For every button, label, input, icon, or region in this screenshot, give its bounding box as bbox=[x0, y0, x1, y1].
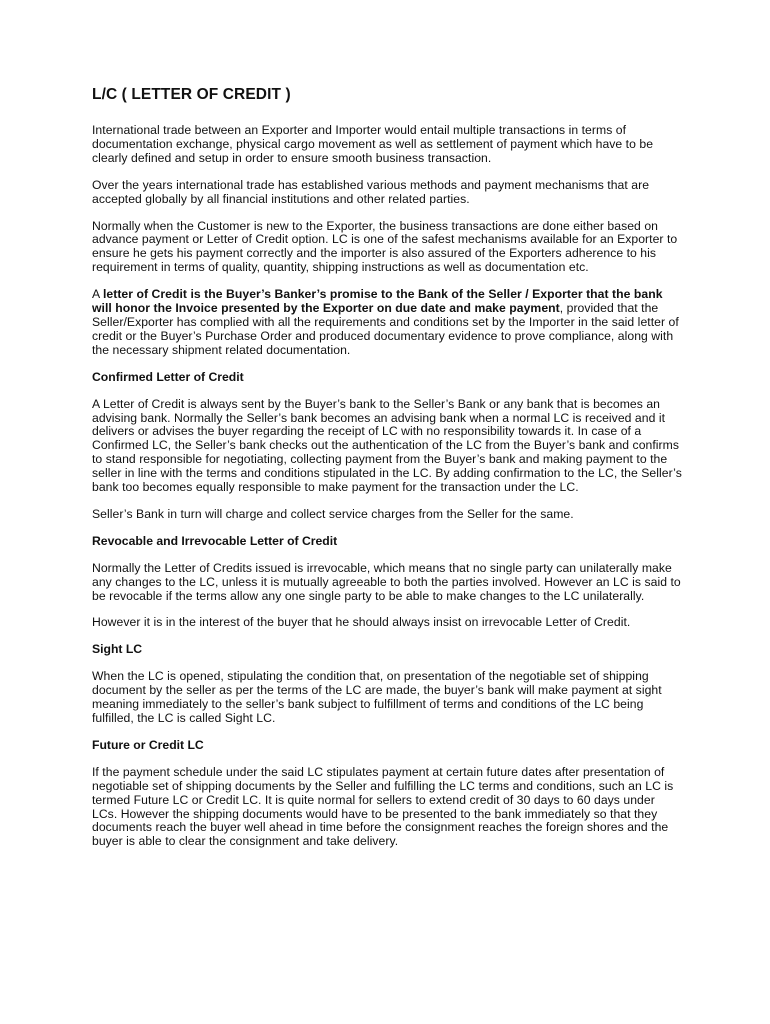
heading-revocable-lc: Revocable and Irrevocable Letter of Credit bbox=[92, 533, 338, 548]
paragraph-service-charges: Seller’s Bank in turn will charge and collect service charges from the Seller for the same. bbox=[92, 506, 574, 521]
lc-definition-lead: A bbox=[92, 287, 103, 302]
paragraph-confirmed-lc: A Letter of Credit is always sent by the Buyer’s bank to the Seller’s Bank or any bank that is becomes an advising bank. Normally the Seller’s bank becomes an advising bank when a normal LC is received and it delivers or advises the buyer regarding the receipt of LC with no responsibility towards it. In case of a Confirmed LC, the Seller’s bank checks out the authentication of the LC from the Buyer’s bank and confirms to stand responsible for negotiating, collecting payment from the Buyer’s bank and making payment to the seller in line with the terms and conditions stipulated in the LC. By adding confirmation to the LC, the Seller’s bank too becomes equally responsible to make payment for the transaction under the LC. bbox=[92, 396, 682, 495]
document-title: L/C ( LETTER OF CREDIT ) bbox=[92, 86, 291, 103]
paragraph-intro: International trade between an Exporter and Importer would entail multiple transactions in terms of documentation exchange, physical cargo movement as well as settlement of payment which have to be clearly defined and setup in order to ensure smooth business transaction. bbox=[92, 123, 654, 165]
paragraph-sight-lc: When the LC is opened, stipulating the condition that, on presentation of the negotiable set of shipping document by the seller as per the terms of the LC are made, the buyer’s bank will make payment at sight meaning immediately to the seller’s bank subject to fulfillment of terms and conditions of the LC being fulfilled, the LC is called Sight LC. bbox=[92, 669, 662, 725]
lc-definition-bold: letter of Credit is the Buyer’s Banker’s promise to the Bank of the Seller / Exporter that the bank will honor the Invoice presented by the Exporter on due date and make payment bbox=[92, 287, 663, 316]
paragraph-lc-definition bbox=[92, 288, 682, 358]
paragraph-new-customer: Normally when the Customer is new to the Exporter, the business transactions are done either based on advance payment or Letter of Credit option. LC is one of the safest mechanisms available for an Exporter to ensure he gets his payment correctly and the importer is also assured of the Exporters adherence to his requirement in terms of quality, quantity, shipping instructions as well as documentation etc. bbox=[92, 218, 678, 275]
heading-confirmed-lc: Confirmed Letter of Credit bbox=[92, 369, 244, 384]
heading-future-lc: Future or Credit LC bbox=[92, 737, 204, 752]
paragraph-methods: Over the years international trade has established various methods and payment mechanisms that are accepted globally by all financial institutions and other related parties. bbox=[92, 177, 650, 206]
paragraph-irrevocable-advice: However it is in the interest of the buyer that he should always insist on irrevocable Letter of Credit. bbox=[92, 615, 631, 630]
paragraph-revocable-lc: Normally the Letter of Credits issued is irrevocable, which means that no single party can unilaterally make any changes to the LC, unless it is mutually agreeable to both the parties involved. However an LC is said to be revocable if the terms allow any one single party to be able to make changes to the LC unilaterally. bbox=[92, 560, 681, 603]
document-body bbox=[92, 86, 682, 862]
lc-definition-rest: , provided that the Seller/Exporter has complied with all the requirements and conditions set by the Importer in the said letter of credit or the Buyer’s Purchase Order and produced documentary evidence to prove compliance, along with the necessary shipment related documentation. bbox=[92, 301, 679, 357]
heading-sight-lc: Sight LC bbox=[92, 642, 143, 657]
paragraph-future-lc: If the payment schedule under the said LC stipulates payment at certain future dates after presentation of negotiable set of shipping documents by the Seller and fulfilling the LC terms and conditions, such an LC is termed Future LC or Credit LC. It is quite normal for sellers to extend credit of 30 days to 60 days under LCs. However the shipping documents would have to be presented to the bank immediately so that they documents reach the buyer well ahead in time before the consignment reaches the foreign shores and the buyer is able to clear the consignment and take delivery. bbox=[92, 764, 674, 849]
